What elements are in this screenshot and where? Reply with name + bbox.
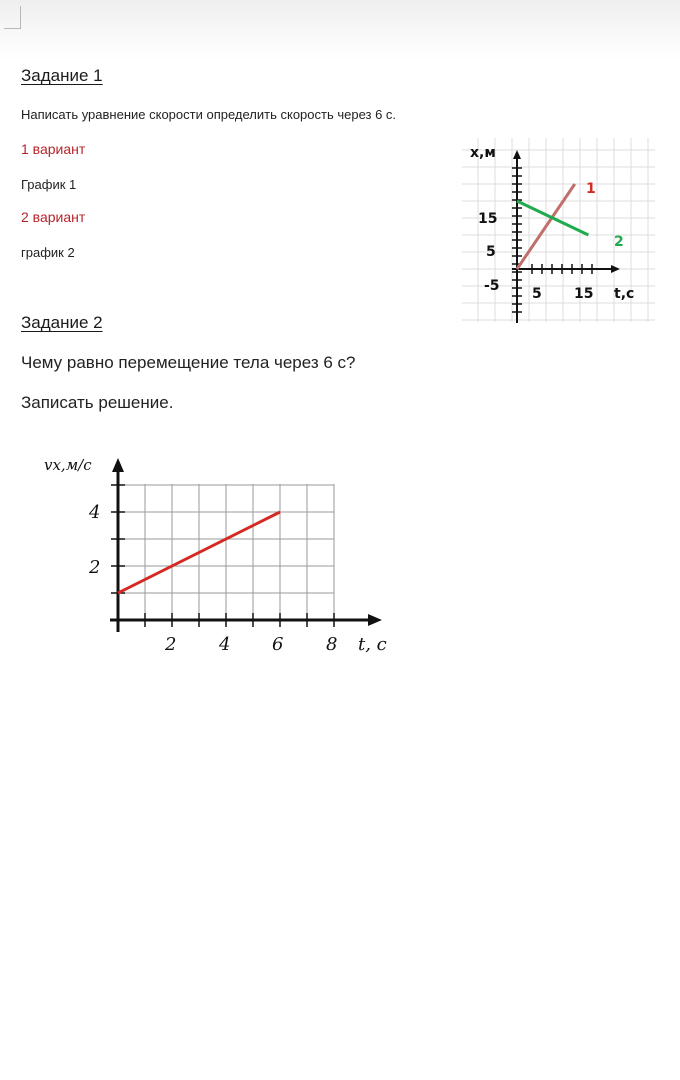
chart1-x-arrow xyxy=(611,265,620,273)
chart1-series-2-label: 2 xyxy=(614,234,624,250)
chart2-ytick-2: 2 xyxy=(89,557,101,578)
chart2-x-arrow xyxy=(368,614,382,626)
chart2-xtick-8: 8 xyxy=(326,634,338,655)
chart1-series-1-label: 1 xyxy=(586,181,596,197)
chart2-y-arrow xyxy=(112,458,124,472)
chart2-ylabel: vx,м/с xyxy=(44,456,92,474)
task1-heading: Задание 1 xyxy=(21,66,103,85)
chart1-ylabel: x,м xyxy=(470,145,496,161)
task2-heading: Задание 2 xyxy=(21,313,103,332)
chart2-xtick-6: 6 xyxy=(272,634,284,655)
chart2-ytick-4: 4 xyxy=(89,502,101,523)
graph1-label: График 1 xyxy=(21,177,77,192)
task2-instruction: Записать решение. xyxy=(21,393,174,412)
chart2-xlabel: t, c xyxy=(358,634,387,655)
chart-velocity-time xyxy=(40,445,410,665)
variant2-label: 2 вариант xyxy=(21,209,86,225)
chart2-xtick-2: 2 xyxy=(165,634,177,655)
chart1-xtick-15: 15 xyxy=(574,286,594,302)
chart-position-time xyxy=(458,136,658,326)
chart1-y-arrow xyxy=(513,150,521,159)
chart2-grid xyxy=(118,484,334,620)
variant1-label: 1 вариант xyxy=(21,141,86,157)
chart1-ytick-minus5: -5 xyxy=(484,278,500,294)
page-icon xyxy=(4,6,21,29)
task2-question: Чему равно перемещение тела через 6 с? xyxy=(21,353,356,372)
chart2-ticks xyxy=(111,485,334,627)
chart1-ytick-5: 5 xyxy=(486,244,496,260)
chart1-xlabel: t,c xyxy=(614,286,635,302)
graph2-label: график 2 xyxy=(21,245,75,260)
chart1-xtick-5: 5 xyxy=(532,286,542,302)
chart2-xtick-4: 4 xyxy=(219,634,231,655)
task1-instruction: Написать уравнение скорости определить скорость через 6 с. xyxy=(21,107,397,122)
top-band xyxy=(0,0,680,60)
chart1-ytick-15: 15 xyxy=(478,211,498,227)
